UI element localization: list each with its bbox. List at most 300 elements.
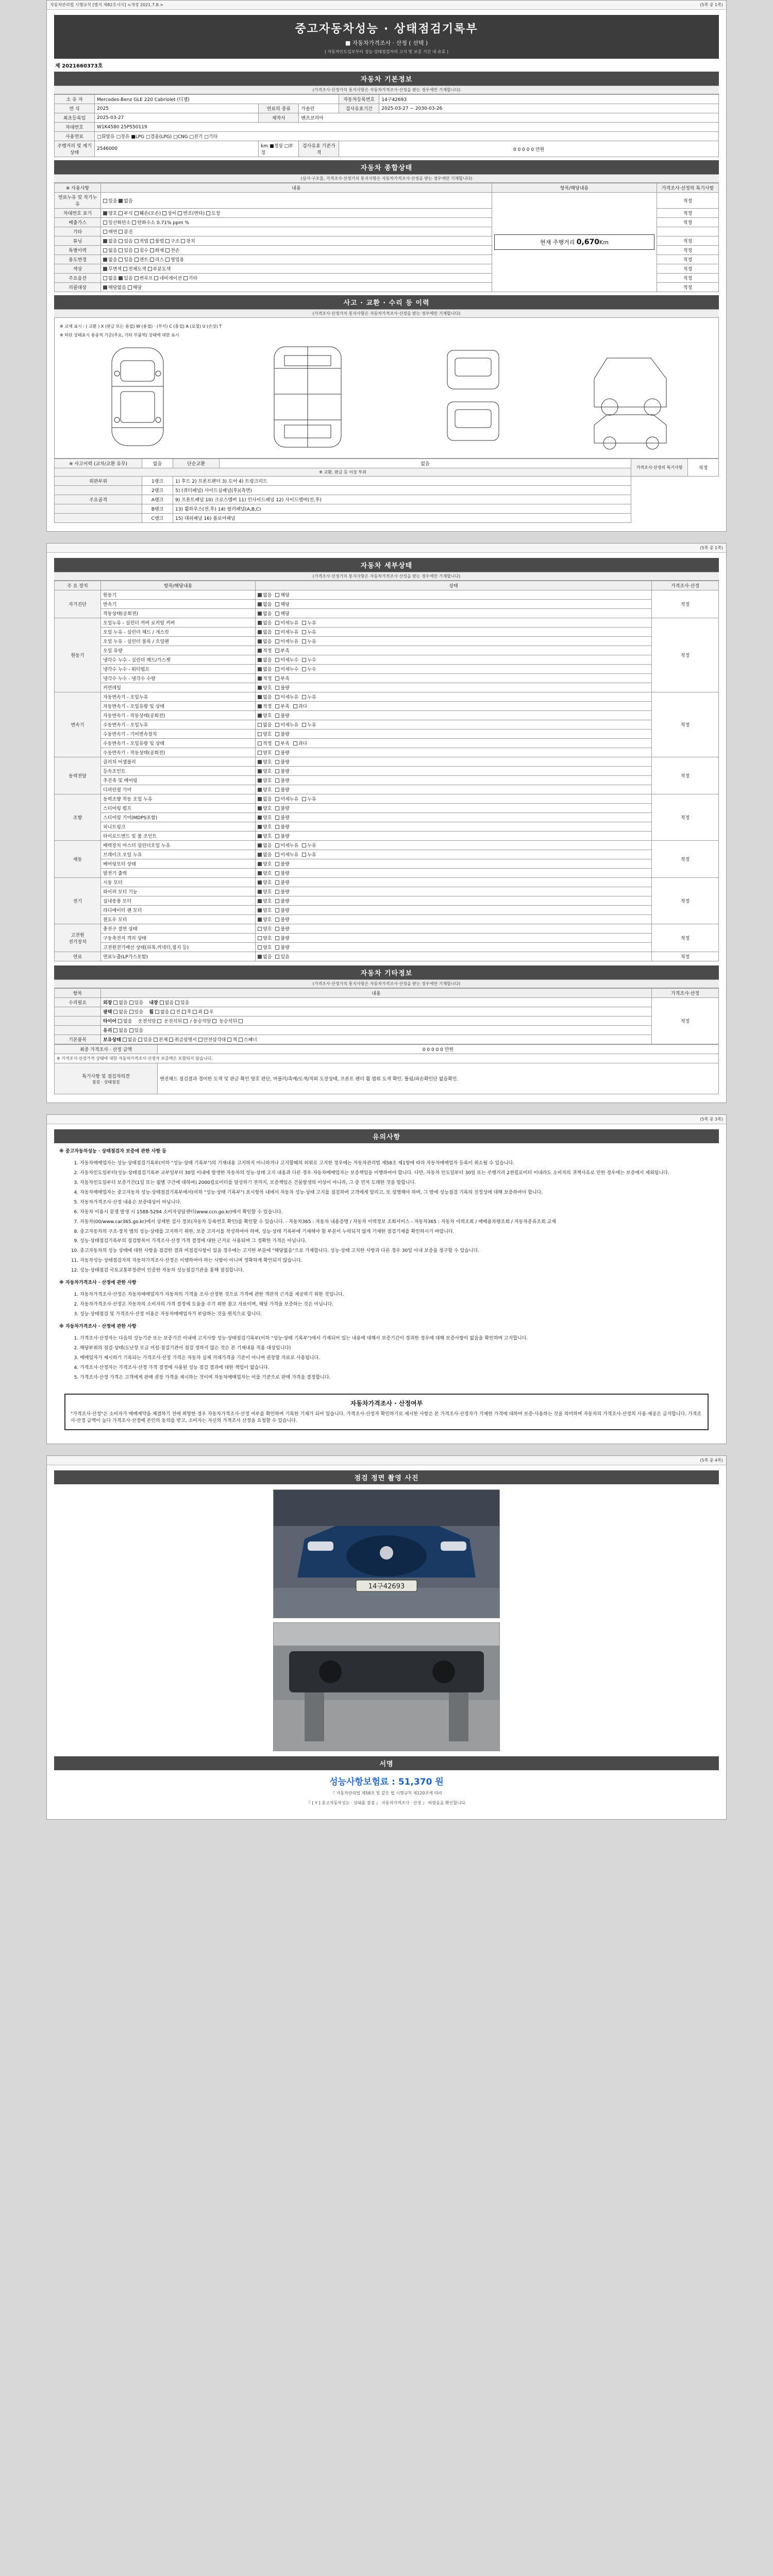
firstreg-value: 2025-03-27 [95,113,259,123]
detail-group-right: 적정 [652,618,719,692]
detail-state-row [55,628,719,637]
notice-part1 [54,1143,719,1388]
section-other-header: 자동차 기타정보 [54,965,719,979]
parts-row [55,486,719,495]
document-subtitle: ■ 자동차가격조사 · 산정 ( 선택 ) [345,40,428,46]
price-survey-warning-body: "가격조사·산정"은 소비자가 매매계약을 체결하기 전에 희망한 경우 자동차가격조사·산정 여부를 확인하며 기록한 기재가 되어 있습니다. 가격조사·산정자 확인하기로 제시한 사항은 본 가격조사·산정자가 기재한 가격에 대하여 보증·사용하는 것을 의미하며 자동차의 가격조사·산정의 사용·제공은 금지합니다. 가격조사·산정 금액이 높다 가격조사·산정에 본인의 동의를 받고, 소비자는 자신의 가격조사 산정을 요청할 수 있습니다. [71,1411,701,1424]
detail-state-row [55,887,719,896]
detail-group-right: 적정 [652,692,719,757]
parts-row [55,504,719,514]
overall-row-options[interactable]: 일산화탄소 탄화수소 0.71% ppm % [101,218,492,227]
overall-col-2: 항목/해당내용 [492,183,657,193]
overall-row-options[interactable]: 없음 있음 침수 화재 전손 [101,246,492,255]
detail-state-row [55,618,719,628]
detail-item-options[interactable]: 없음 해당 [256,600,652,609]
section-overall-subnote: (심사·구조물, 가격조사·산정가치 통지사항은 자동차가격조사·산정을 받는 경우에만 기재합니다) [54,174,719,183]
detail-state-row [55,637,719,646]
detail-state-row [55,943,719,952]
detail-state-row [55,692,719,702]
detail-item-label: 와이퍼 모터 기능 [101,887,256,896]
detail-item-options[interactable]: 없음 미세누유 누유 [256,850,652,859]
notice-item: 1. 자동차매매업자는 성능·상태점검기록부(이하 "성능·상태 기록부")의 기재내용 고지하지 아니하거나 고지할때의 허위로 고지한 경우에는 자동차관리법 제58조 제1항에 따라 자동차매매업자 등록이 취소될 수 있습니다. [80,1160,714,1167]
vehicle-lift-photo[interactable] [273,1622,500,1751]
section-other-subnote: (가격조사·산정가치 통지사항은 자동차가격조사·산정을 받는 경우에만 기재합니다) [54,979,719,988]
detail-state-row [55,832,719,841]
valid-value: 2025-03-27 ~ 2030-03-26 [379,104,719,113]
parts-group: 주요골격 [55,495,142,504]
accident-right-value: 적정 [688,459,719,477]
detail-state-row [55,600,719,609]
other-row-label: 수리필요 [55,998,101,1007]
detail-item-label: 수동변속기 - 오일누유 [101,720,256,730]
detail-item-label: 자동변속기 - 작동상태(공회전) [101,711,256,720]
detail-state-row [55,665,719,674]
detail-item-label: 충전구 절연 상태 [101,924,256,934]
car-side-view-icon [586,343,674,451]
detail-item-label: 고전원전기배선 상태(피복,커넥터,접지 등) [101,943,256,952]
notice-item: 10. 중고자동차의 성능 상태에 대한 사항을 점검한 결과 미점검사항이 있을 경우에는 고지한 부분에 "해당없음"으로 기재합니다. 성능·상태 고지한 사항과 다른 경우 30일 이내 보증을 청구할 수 있습니다. [80,1248,714,1255]
notice-item: 3. 자동차인도일부터 보증기간(1일 또는 월별 구간에 대하여) 2000킬로미터를 달성하기 전까지, 보증책임은 건물발생의 이상이 아니라, 그 중 먼저 도래한 것을 말합니다. [80,1180,714,1187]
overall-row-right: 적정 [657,218,719,227]
final-price-note: ※ 가격조사·산정가격 상태에 대한 자동차가격조사·산정자 보증액은 포함되지 않습니다. [55,1054,719,1063]
detail-item-options[interactable]: 양호 불량 [256,711,652,720]
detail-item-options[interactable]: 양호 불량 [256,832,652,841]
notice-item: 8. 중고자동차의 구조·장치 별의 성능·상태를 고지하기 위한, 보증 고지서를 작성하여야 하며, 성능·상태 기록부에 기재해야 할 부분이 누락되지 않게 기재한 점검기재를 확인하시기 바랍니다. [80,1229,714,1236]
detail-item-label: 자동변속기 - 오일누유 [101,692,256,702]
parts-row [55,477,719,486]
year-label: 연 식 [55,104,95,113]
firstreg-label: 최초등록일 [55,113,95,123]
detail-item-label: 브레이크 오일 누유 [101,850,256,859]
overall-row-label: 리콜대상 [55,283,101,292]
other-info-row [55,1026,719,1035]
valid-label: 검사유효기간 [339,104,379,113]
photo-gallery [54,1484,719,1756]
notice-item: 5. 가격조사·산정 가격은 고객에게 판매 권장 가격을 제시하는 것이며 자동차매매업자는 이를 기준으로 판매 가격을 결정합니다. [80,1375,714,1382]
detail-item-options[interactable]: 양호 불량 [256,748,652,757]
detail-state-row [55,934,719,943]
detail-item-label: 커먼레일 [101,683,256,692]
section-overall-header: 자동차 종합상태 [54,160,719,174]
overall-row-right [657,227,719,236]
parts-items[interactable]: 5) (쿼터패널) 사이드실패널(후)(측면) [173,486,631,495]
page-4 [46,1455,727,1820]
detail-state-row [55,822,719,832]
detail-item-options[interactable]: 적정 부족 과다 [256,739,652,748]
detail-item-options[interactable]: 없음 미세누유 누유 [256,618,652,628]
overall-row-options[interactable]: 있음 없음 [101,193,492,209]
car-front-rear-view-icon [440,343,507,451]
detail-state-row [55,850,719,859]
detail-item-options[interactable]: 양호 불량 [256,896,652,906]
other-row-content[interactable]: 외장 없음 있음 내장 없음 있음 [101,998,652,1007]
other-row-label [55,1026,101,1035]
parts-rank: A랭크 [142,495,173,504]
detail-item-options[interactable]: 없음 해당 [256,590,652,600]
accident-history-table [54,459,719,523]
usage-value: □휘발유 □경유 ■LPG □겸용(LPG) □CNG □전기 □기타 [95,132,719,141]
document-title-block [54,15,719,59]
signature-area [54,1770,719,1811]
detail-item-label: 타이로드엔드 및 볼 조인트 [101,832,256,841]
section-basic-info-header: 자동차 기본정보 [54,72,719,86]
overall-row-label: 기타 [55,227,101,236]
parts-group [55,504,142,514]
detail-state-row [55,720,719,730]
detail-item-options[interactable]: 양호 불량 [256,924,652,934]
parts-rank: B랭크 [142,504,173,514]
other-info-row [55,1035,719,1044]
notice-item: 11. 자동차성능·상태점검자의 자동차가격조사·산정은 이행하여야 하는 사항이 아니며 정확하게 확인되지 않습니다. [80,1258,714,1265]
document-title: 중고자동차성능 · 상태점검기록부 [295,23,478,36]
detail-state-row [55,739,719,748]
year-value: 2025 [95,104,259,113]
document-number: 제 2021660373호 [55,63,103,69]
maker-value: 벤츠코리아 [299,113,719,123]
parts-items[interactable]: 1) 후드 2) 프론트펜더 3) 도어 4) 트렁크리드 [173,477,631,486]
detail-item-options[interactable]: 양호 불량 [256,785,652,794]
overall-row-label: 차대번호 표기 [55,209,101,218]
detail-item-options[interactable]: 양호 불량 [256,878,652,887]
detail-item-options[interactable]: 양호 불량 [256,869,652,878]
detail-item-options[interactable]: 양호 불량 [256,943,652,952]
page-1 [46,0,727,532]
exchange-label: 단순교환 [173,459,220,468]
notice-part2-title: ※ 자동차가격조사 · 산정에 관한 사항 [59,1280,137,1286]
detail-item-label: 오일 유량 [101,646,256,655]
page-number-2: (5쪽 중 1쪽) [700,546,723,550]
notice-item: 4. 가격조사·산정자는 가격조사·산정 가격 결정에 사용된 성능 점검 결과에 대한 책임이 없습니다. [80,1365,714,1372]
parts-label: ※ 교환, 판금 등 이상 부위 [55,468,631,477]
detail-item-options[interactable]: 없음 해당 [256,609,652,618]
detail-item-options[interactable]: 양호 불량 [256,915,652,924]
exchange-value: 없음 [220,459,631,468]
detail-item-options[interactable]: 양호 불량 [256,887,652,896]
detail-state-row [55,896,719,906]
overall-row-right: 적정 [657,283,719,292]
parts-group: 외판부위 [55,477,142,486]
notice-item: 7. 자동차(00/www.car365.go.kr)에서 상세한 검사 정보(자동차 등록번호 확인)를 확인할 수 있습니다. - 자동차365 : 자동차 내용증명 / 자동차 이력정보 조회서비스 - 자동차365 : 자동차 이력조회 / 매매용차량조회 / 자동차종류조회 교재 [80,1219,714,1226]
detail-item-label: 작동상태(공회전) [101,609,256,618]
detail-state-row [55,915,719,924]
detail-group-right: 적정 [652,757,719,794]
detail-state-row [55,711,719,720]
detail-group-label: 고전원 전기장치 [55,924,101,952]
page-3 [46,1114,727,1444]
detail-item-options[interactable]: 양호 불량 [256,683,652,692]
detail-group-label: 전기 [55,878,101,924]
detail-item-label: 등속조인트 [101,767,256,776]
inspection-price-label: 검사유효 기준가격 [299,141,339,157]
detail-item-label: 연료누출(LP가스포함) [101,952,256,961]
parts-group [55,486,142,495]
parts-items[interactable]: 9) 프론트패널 10) 크로스멤버 11) 인사이드패널 12) 사이드멤버(전,후) [173,495,631,504]
document-title-note: ( 자동차인도일로부터 성능·상태점검자의 고지 및 보증 기간 내 유효 ) [324,49,449,54]
car-top-view-icon [99,343,176,451]
other-row-content[interactable]: 유리 없음 있음 [101,1026,652,1035]
overall-row-options[interactable]: 매연 분진 [101,227,492,236]
detail-state-row [55,869,719,878]
parts-group [55,514,142,523]
detail-group-label: 자기진단 [55,590,101,618]
section-photo-header: 점검 정면 촬영 사진 [54,1470,719,1484]
detail-state-row [55,924,719,934]
accident-right-label: 가격조사·산정의 특기사항 [631,459,688,477]
overall-row-right: 적정 [657,264,719,274]
vehicle-front-photo[interactable] [273,1489,500,1618]
parts-row [55,514,719,523]
detail-group-right: 적정 [652,590,719,618]
detail-item-label: 냉각수 누수 - 실린더 헤드/가스켓 [101,655,256,665]
detail-col-2: 상태 [256,581,652,590]
section-basic-info-subnote: (가격조사·산정가치 통지사항은 자동차가격조사·산정을 받는 경우에만 기재합니다) [54,86,719,94]
final-price-table [54,1044,719,1094]
detail-item-options[interactable]: 양호 불량 [256,767,652,776]
detail-item-label: 수동변속기 - 기어변속장치 [101,730,256,739]
detail-state-row [55,646,719,655]
overall-row-options[interactable]: 없음 있음 썬루프 네비게이션 기타 [101,274,492,283]
detail-state-row [55,655,719,665]
parts-rank: 1랭크 [142,477,173,486]
overall-row-options[interactable]: 없음 있음 렌트 리스 영업용 [101,255,492,264]
page-2-topbar [47,544,726,553]
section-signature-header: 서명 [54,1756,719,1770]
detail-col-3: 가격조사·산정 [652,581,719,590]
detail-state-row [55,748,719,757]
detail-item-options[interactable]: 양호 불량 [256,822,652,832]
detail-item-options[interactable]: 양호 불량 [256,859,652,869]
other-row-content[interactable]: 타이어 없음 운전석앞 운전석뒤 / 동승석앞 동승석뒤 [101,1016,652,1026]
detail-item-options[interactable]: 양호 불량 [256,813,652,822]
notice-item: 1. 가격조사·산정자는 다음의 성능기준 또는 보증기간 이내에 고지사항 성능·상태점검기록부(이하 "성능·상태 기록부")에서 기재되어 있는 내용에 대해서 보증기간이 경과한 경우에 대해 보증사항이 없음을 확인하며 고지합니다. [80,1335,714,1343]
detail-item-options[interactable]: 양호 불량 [256,906,652,915]
vehicle-lift-photo-image [274,1623,499,1751]
other-info-row [55,998,719,1007]
overall-row-options[interactable]: 해당없음 해당 [101,283,492,292]
section-notice-header: 유의사항 [54,1129,719,1143]
other-row-content[interactable]: 광택 없음 있음 휠 없음 전 후 좌 우 [101,1007,652,1016]
maker-label: 제작사 [259,113,299,123]
detail-item-options[interactable]: 양호 불량 [256,804,652,813]
detail-item-label: 원동기 [101,590,256,600]
other-col-2: 가격조사·산정 [652,989,719,998]
detail-item-label: 수동변속기 - 오일유량 및 상태 [101,739,256,748]
notice-item: 6. 자동차 이용시 분쟁 발생 시 1588-5294 소비자상담센터(www.ccn.go.kr)에서 확인할 수 있습니다. [80,1209,714,1216]
detail-state-row [55,767,719,776]
mileage-value: 2546000 [95,141,259,157]
other-info-row [55,1007,719,1016]
detail-item-options[interactable]: 양호 불량 [256,776,652,785]
detail-item-label: 수동변속기 - 작동상태(공회전) [101,748,256,757]
other-row-content[interactable]: 보유상태 없음 있음 본체 취급설명서 안전삼각대 잭 스패너 [101,1035,652,1044]
inspection-price-value: 0 0 0 0 0 만원 [339,141,719,157]
detail-state-row [55,952,719,961]
overall-row-label: 연료누유 및 적기누유 [55,193,101,209]
parts-items[interactable]: 15) 대쉬패널 16) 플로어패널 [173,514,631,523]
detail-item-options[interactable]: 없음 미세누유 누유 [256,637,652,646]
detail-state-row [55,804,719,813]
detail-group-label: 동력전달 [55,757,101,794]
overall-col-1: 내용 [101,183,492,193]
detail-item-label: 윈도우 모터 [101,915,256,924]
fuel-label: 연료의 종류 [259,104,299,113]
detail-item-label: 변속기 [101,600,256,609]
memo-label [55,1063,158,1094]
other-right-value: 적정 [652,998,719,1044]
overall-row-label: 튜닝 [55,236,101,246]
page-4-topbar [47,1456,726,1465]
detail-state-row [55,906,719,915]
detail-item-options[interactable]: 없음 미세누유 누유 [256,692,652,702]
diagram-legend-2: ※ 하단 상태표시 용종적 기준(주요, 기타 부품역) 상태에 대한 표시 [60,333,179,337]
price-survey-warning-title: 자동차가격조사 · 산정여부 [350,1399,423,1407]
overall-row-right: 적정 [657,193,719,209]
page-number-4: (5쪽 중 4쪽) [700,1458,723,1463]
detail-group-right: 적정 [652,878,719,924]
vehicle-front-photo-image [274,1490,499,1618]
detail-item-options[interactable]: 없음 미세누유 누유 [256,794,652,804]
other-col-0: 항목 [55,989,101,998]
car-underbody-view-icon [256,343,359,451]
overall-row-right: 적정 [657,274,719,283]
detail-state-row [55,776,719,785]
detail-item-label: 구동축전지 격리 상태 [101,934,256,943]
owner-value: Mercedes-Benz GLE 220 Cabriolet (디젤) [95,95,339,104]
detail-item-label: 오일 누유 - 실린더 헤드 / 개스킷 [101,628,256,637]
detail-item-options[interactable]: 없음 미세누유 누유 [256,720,652,730]
detail-item-options[interactable]: 적정 부족 [256,674,652,683]
notice-part3-title: ※ 자동차가격조사 · 산정에 관한 사항 [59,1324,137,1329]
other-info-table [54,988,719,1044]
diagram-legend-1: ※ 교체 표시 : ( 교환 ) X (판금 또는 용접) W (용접) · (부식) C (흠집) A (요철) U (손상) T [60,324,222,329]
detail-item-label: 냉각수 누수 - 워터펌프 [101,665,256,674]
page-number-3: (5쪽 중 3쪽) [700,1117,723,1122]
final-price-label: 최종 가격조사 · 산정 금액 [55,1045,158,1054]
detail-item-options[interactable]: 적정 부족 [256,646,652,655]
carno-value: 14구42693 [379,95,719,104]
detail-state-row [55,813,719,822]
detail-item-options[interactable]: 없음 미세누유 누유 [256,841,652,850]
current-mileage-box: 현재 주행거리 0,670Km [494,234,654,250]
memo-value[interactable]: 엔진헤드 점검결과 경미한 도색 및 판금 확인 양호 판단, 머플러/촉매/도색/적외 도장상태, 프론트 펜더 휠 범위 도색 확인. 틀림/파손확인단 없음확인. [158,1063,719,1094]
notice-item: 2. 자동차인도일부터(성능·상태점검기록부 교부일부터 30일 이내에 발생한 자동차의 성능·상태 고지 내용과 다른 경우 자동차매매업자는 보증책임을 이행하여야 합니다. 다만, 자동차 인도일부터 30일 또는 주행거리 2천킬로미터 이내라도 소비자의 귀책사유로 인한 경우에는 보증에서 제외됩니다. [80,1170,714,1177]
detail-item-label: 오일 누유 - 실린더 블록 / 오일팬 [101,637,256,646]
detail-item-label: 시동 모터 [101,878,256,887]
notice-item: 3. 매매업자가 제시하기 기록되는 가격조사·산정 가격은 자동차 실제 거래가격을 기준이 아니며 권장할 자료로 사용됩니다. [80,1355,714,1362]
detail-item-label: 라디에이터 팬 모터 [101,906,256,915]
overall-row-options[interactable]: 양호 부식 훼손(오손) 상이 변조(변타) 도장 [101,209,492,218]
overall-row-label: 색상 [55,264,101,274]
overall-row-label: 배출가스 [55,218,101,227]
overall-col-0: ※ 사용사항 [55,183,101,193]
detail-state-row [55,859,719,869]
overall-row-right: 적정 [657,236,719,246]
notice-item: 4. 자동차매매업자는 중고자동차 성능·상태점검기록부에서(이하 "성능·상태 기록부") 표시항목 내에서 자동차 성능·상태 고지를 점검하여 고객에게 알리고, 또 설명해야 하며, 그 밖에 성능점검 기록의 진정성에 대해 보증하여야 합니다. [80,1190,714,1197]
parts-rank: 2랭크 [142,486,173,495]
detail-col-0: 주 요 장치 [55,581,101,590]
detail-item-label: 냉각수 누수 - 냉각수 수량 [101,674,256,683]
memo-sub-text: 점검 · 상태점검 [92,1079,120,1084]
accident-label: ※ 사고이력 (교차/교환 유무) [55,459,142,468]
overall-row-extra [492,193,657,292]
section-detail-subnote: (가격조사·산정가치 통지사항은 자동차가격조사·산정을 받는 경우에만 기재합니다) [54,572,719,581]
detail-group-label: 원동기 [55,618,101,692]
detail-group-right: 적정 [652,841,719,878]
footer-line-2: 『 [ Y ] 중고자동차성능 · 상태를 점검 』 자동차가격조사 · 산정 』 하였음을 확인합니다. [306,1800,467,1805]
detail-item-options[interactable]: 없음 미세누유 누유 [256,628,652,637]
memo-label-text: 특기사항 및 점검자의견 [82,1074,130,1079]
overall-row-label: 주요옵션 [55,274,101,283]
detail-item-options[interactable]: 없음 미세누수 누수 [256,665,652,674]
detail-item-options[interactable]: 양호 불량 [256,730,652,739]
detail-item-label: 디퍼런셜 기어 [101,785,256,794]
page-number-1: (5쪽 중 1쪽) [700,3,723,7]
detail-state-table [54,581,719,961]
detail-state-row [55,730,719,739]
detail-group-label: 변속기 [55,692,101,757]
detail-group-label: 연료 [55,952,101,961]
notice-item: 2. 해당부위의 점검·상태(도난장 모금 미설·점검기관이 점검 정하지 않은 것은 본 기재내용 적용 대상입니다) [80,1345,714,1352]
page-3-topbar [47,1115,726,1124]
detail-item-options[interactable]: 양호 불량 [256,934,652,943]
detail-item-label: 스티어링 기어(MDPS포함) [101,813,256,822]
notice-item: 1. 자동차가격조사·산정은 자동차매매업자가 자동차의 가격을 조사·산정한 것으로 가격에 관한 객관적 근거를 제공하기 위한 것입니다. [80,1292,714,1299]
detail-item-options[interactable]: 적정 부족 과다 [256,702,652,711]
insurance-fee: 성능사항보험료 : 51,370 원 [329,1776,444,1787]
detail-item-label: 추진축 및 베어링 [101,776,256,785]
vehicle-damage-diagram [54,318,719,459]
footer-line-1: 『 자동차관리법 제58조 및 같은 법 시행규칙 제120조에 따라 [330,1790,443,1795]
overall-row-right: 적정 [657,246,719,255]
detail-group-right: 적정 [652,794,719,841]
owner-label: 소 유 자 [55,95,95,104]
carno-label: 자동차등록번호 [339,95,379,104]
detail-item-label: 자동변속기 - 오일유량 및 상태 [101,702,256,711]
detail-item-label: 오일누유 - 실린더 커버 로커암 커버 [101,618,256,628]
final-price-value: 0 0 0 0 0 만원 [158,1045,719,1054]
detail-state-row [55,674,719,683]
detail-state-row [55,702,719,711]
detail-group-label: 조향 [55,794,101,841]
detail-state-row [55,841,719,850]
parts-rank: C랭크 [142,514,173,523]
detail-item-label: 동력조향 작동 오일 누유 [101,794,256,804]
detail-item-label: 피니트링크 [101,822,256,832]
other-col-1: 내용 [101,989,652,998]
detail-col-1: 항목/해당내용 [101,581,256,590]
overall-row-options[interactable]: 없음 있음 적법 불법 구조 장치 [101,236,492,246]
detail-item-options[interactable]: 없음 있음 [256,952,652,961]
accident-value: 없음 [142,459,173,468]
detail-item-label: 배력장치 마스터 실린더오일 누유 [101,841,256,850]
detail-state-row [55,609,719,618]
notice-item: 5. 자동차가격조사·산정 내용은 보증대상이 아닙니다. [80,1199,714,1207]
detail-item-label: 클러치 어셈블리 [101,757,256,767]
basic-info-table [54,94,719,157]
notice-item: 9. 성능·상태점검기록부의 점검항목이 가격조사·산정 가격 결정에 대한 근거로 사용되며 그 정확한 가격은 아닙니다. [80,1238,714,1245]
detail-item-options[interactable]: 양호 불량 [256,757,652,767]
notice-part1-title: ※ 중고자동차성능 · 상태점검자 보증에 관한 사항 등 [59,1149,166,1154]
overall-row-options[interactable]: 무변색 전체도색 부분도색 [101,264,492,274]
overall-row-label: 용도변경 [55,255,101,264]
parts-items[interactable]: 13) 휠하우스(전,후) 14) 필러패널(A,B,C) [173,504,631,514]
overall-row-right: 적정 [657,255,719,264]
section-accident-subnote: (가격조사·산정가치 통지사항은 자동차가격조사·산정을 받는 경우에만 기재합니다) [54,309,719,318]
mileage-label: 주행거리 및 계기상태 [55,141,95,157]
other-info-row [55,1016,719,1026]
form-legal-ref: 자동차관리법 시행규칙 [별지 제82호서식] <개정 2021.7.8.> [50,3,163,7]
detail-item-options[interactable]: 없음 미세누수 누수 [256,655,652,665]
